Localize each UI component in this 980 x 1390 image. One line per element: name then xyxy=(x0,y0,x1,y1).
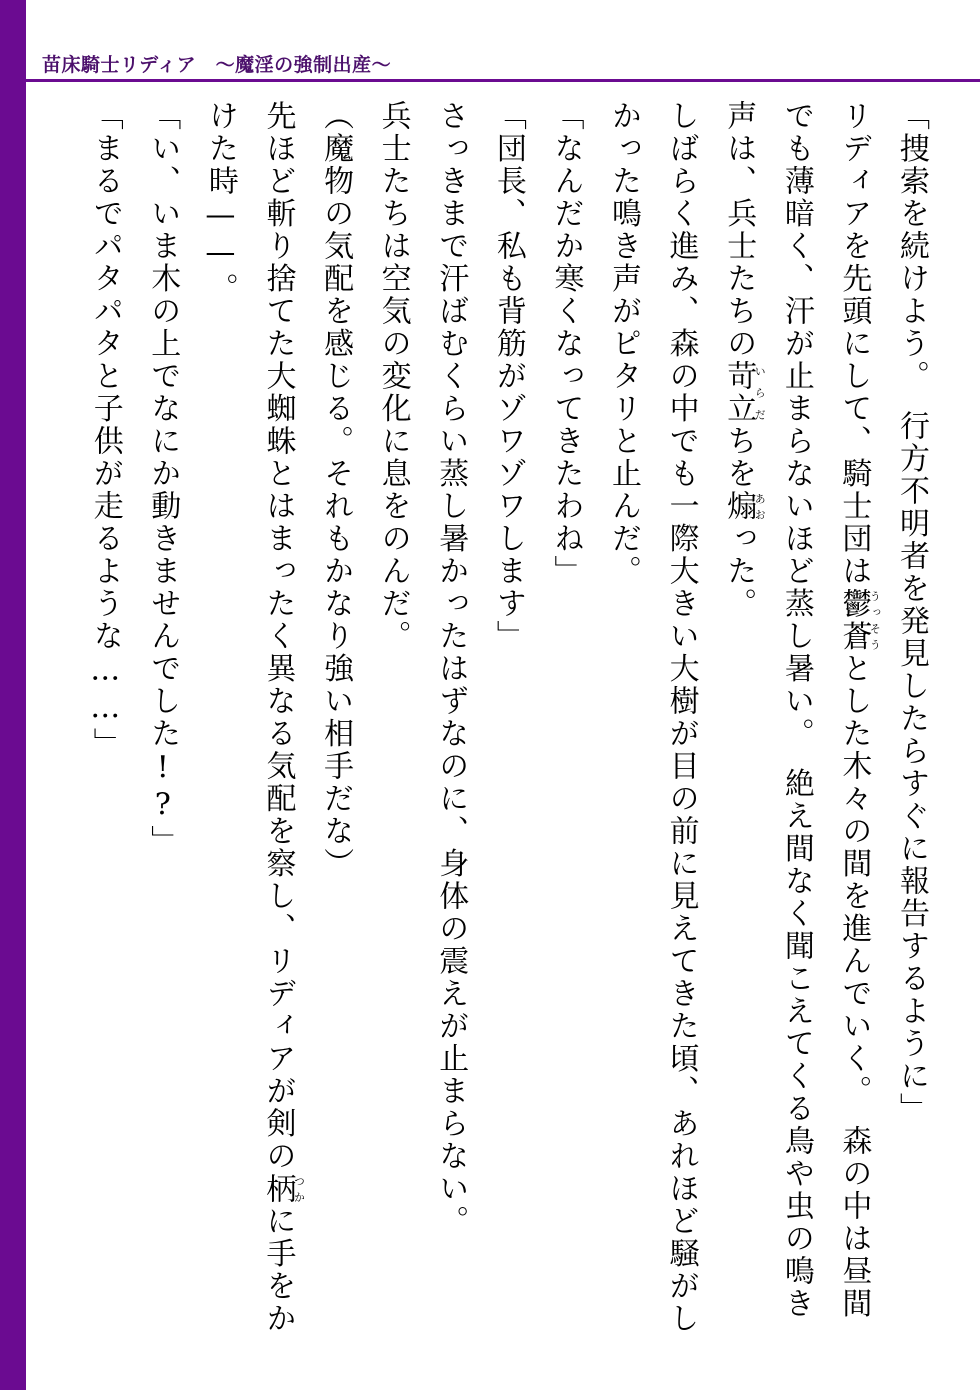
paragraph-8: （魔物の気配を感じる。それもかなり強い相手だな） xyxy=(318,100,354,880)
paragraph-3: しばらく進み、森の中でも一際大きい大樹が目の前に見えてきた頃、あれほど騒がしかった鳴き声がピタリと止んだ。 xyxy=(606,100,699,1335)
left-accent-bar xyxy=(0,0,26,1390)
paragraph-9: 先ほど斬り捨てた大蜘蛛とはまったく異なる気配を察し、リディアが剣の柄つかに手をかけた時——。 xyxy=(202,100,306,1335)
paragraph-6: さっきまで汗ばむくらい蒸し暑かったはずなのに、身体の震えが止まらない。 xyxy=(433,100,469,1238)
book-title: 苗床騎士リディア 〜魔淫の強制出産〜 xyxy=(42,54,392,76)
ruby-aotta: 煽あお xyxy=(721,490,767,523)
paragraph-2: リディアを先頭にして、騎士団は鬱蒼うっそうとした木々の間を進んでいく。 森の中は昼間でも薄暗く、汗が止まらないほど蒸し暑い。 絶え間なく聞こえてくる鳥や虫の鳴き声は、兵士たちの苛立いらだちを煽あおった。 xyxy=(721,100,882,1320)
paragraph-4: 「なんだか寒くなってきたわね」 xyxy=(548,100,584,588)
ruby-iradachi: 苛立いらだ xyxy=(721,360,767,425)
paragraph-5: 「団長、私も背筋がゾワゾワします」 xyxy=(490,100,526,653)
ruby-ussou: 鬱蒼うっそう xyxy=(836,587,882,653)
header-divider-rule xyxy=(26,79,980,82)
vertical-text-column xyxy=(76,100,940,1345)
paragraph-11: 「まるでパタパタと子供が走るような……」 xyxy=(87,100,123,760)
ruby-tsuka: 柄つか xyxy=(260,1172,306,1205)
paragraph-1: 「捜索を続けよう。 行方不明者を発見したらすぐに報告するように」 xyxy=(894,100,929,1125)
paragraph-10: 「い、いま木の上でなにか動きませんでした!?」 xyxy=(145,100,181,858)
paragraph-7: 兵士たちは空気の変化に息をのんだ。 xyxy=(375,100,411,653)
novel-body xyxy=(40,100,940,1350)
